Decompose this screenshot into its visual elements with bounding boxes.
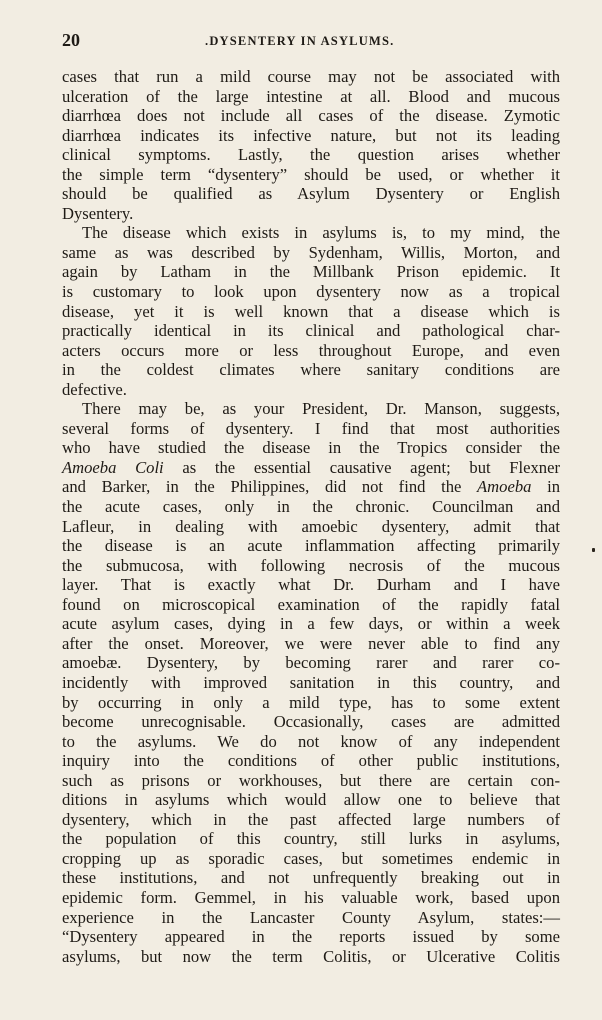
page-header [62, 30, 560, 52]
text-line: these institutions, and not unfrequently breaking out in [62, 868, 560, 888]
text-line: layer. That is exactly what Dr. Durham and I have [62, 575, 560, 595]
text-line: by occurring in only a mild type, has to some extent [62, 692, 560, 712]
print-speck [592, 548, 595, 552]
text-line: practically identical in its clinical and pathological char- [62, 321, 560, 341]
text-line: the simple term “dysentery” should be used, or whether it [62, 164, 560, 184]
text-line: epidemic form. Gemmel, in his valuable work, based upon [62, 887, 560, 907]
text-line: become unrecognisable. Occasionally, cases are admitted [62, 712, 560, 732]
page-number: 20 [62, 30, 80, 50]
text-line: clinical symptoms. Lastly, the question arises whether [62, 145, 560, 165]
text-line: incidently with improved sanitation in this country, and [62, 672, 560, 692]
text-line: ditions in asylums which would allow one to believe that [62, 790, 560, 810]
text-line: experience in the Lancaster County Asylum, states:— [62, 907, 560, 927]
text-line: amoebæ. Dysentery, by becoming rarer and rarer co- [62, 653, 560, 673]
text-line: dysentery, which in the past affected large numbers of [62, 809, 560, 829]
text-line: should be qualified as Asylum Dysentery or English [62, 184, 560, 204]
text-line: the disease is an acute inflammation affecting primarily [62, 536, 560, 556]
text-line: Dysentery. [62, 203, 134, 223]
text-line: several forms of dysentery. I find that most authorities [62, 418, 560, 438]
text-line: diarrhœa indicates its infective nature, but not its leading [62, 125, 560, 145]
text-line: Amoeba Coli as the essential causative agent; but Flexner [62, 457, 560, 477]
text-line: “Dysentery appeared in the reports issued by some [62, 927, 560, 947]
text-line: inquiry into the conditions of other public institutions, [62, 751, 560, 771]
text-line: to the asylums. We do not know of any independent [62, 731, 560, 751]
text-line: is customary to look upon dysentery now as a tropical [62, 282, 560, 302]
text-line: such as prisons or workhouses, but there are certain con- [62, 770, 560, 790]
text-line: cropping up as sporadic cases, but sometimes endemic in [62, 848, 560, 868]
text-line: There may be, as your President, Dr. Manson, suggests, [82, 399, 560, 419]
text-line: after the onset. Moreover, we were never able to find any [62, 633, 560, 653]
text-line: same as was described by Sydenham, Willis, Morton, and [62, 242, 560, 262]
text-line: Lafleur, in dealing with amoebic dysentery, admit that [62, 516, 560, 536]
text-line: the population of this country, still lurks in asylums, [62, 829, 560, 849]
body-text [62, 67, 560, 966]
text-line: again by Latham in the Millbank Prison epidemic. It [62, 262, 560, 282]
text-line: the acute cases, only in the chronic. Councilman and [62, 497, 560, 517]
text-line: The disease which exists in asylums is, to my mind, the [82, 223, 560, 243]
running-head: .DYSENTERY IN ASYLUMS. [205, 34, 395, 48]
text-line: defective. [62, 379, 127, 399]
text-line: acters occurs more or less throughout Europe, and even [62, 340, 560, 360]
text-line: found on microscopical examination of the rapidly fatal [62, 594, 560, 614]
text-line: who have studied the disease in the Tropics consider the [62, 438, 560, 458]
text-line: ulceration of the large intestine at all. Blood and mucous [62, 86, 560, 106]
text-line: acute asylum cases, dying in a few days, or within a week [62, 614, 560, 634]
text-line: disease, yet it is well known that a disease which is [62, 301, 560, 321]
text-line: cases that run a mild course may not be associated with [62, 67, 560, 86]
text-line: in the coldest climates where sanitary conditions are [62, 360, 560, 380]
text-line: asylums, but now the term Colitis, or Ulcerative Colitis [62, 946, 560, 966]
text-line: diarrhœa does not include all cases of the disease. Zymotic [62, 106, 560, 126]
text-line: the submucosa, with following necrosis of the mucous [62, 555, 560, 575]
text-line: and Barker, in the Philippines, did not find the Amoeba in [62, 477, 560, 497]
